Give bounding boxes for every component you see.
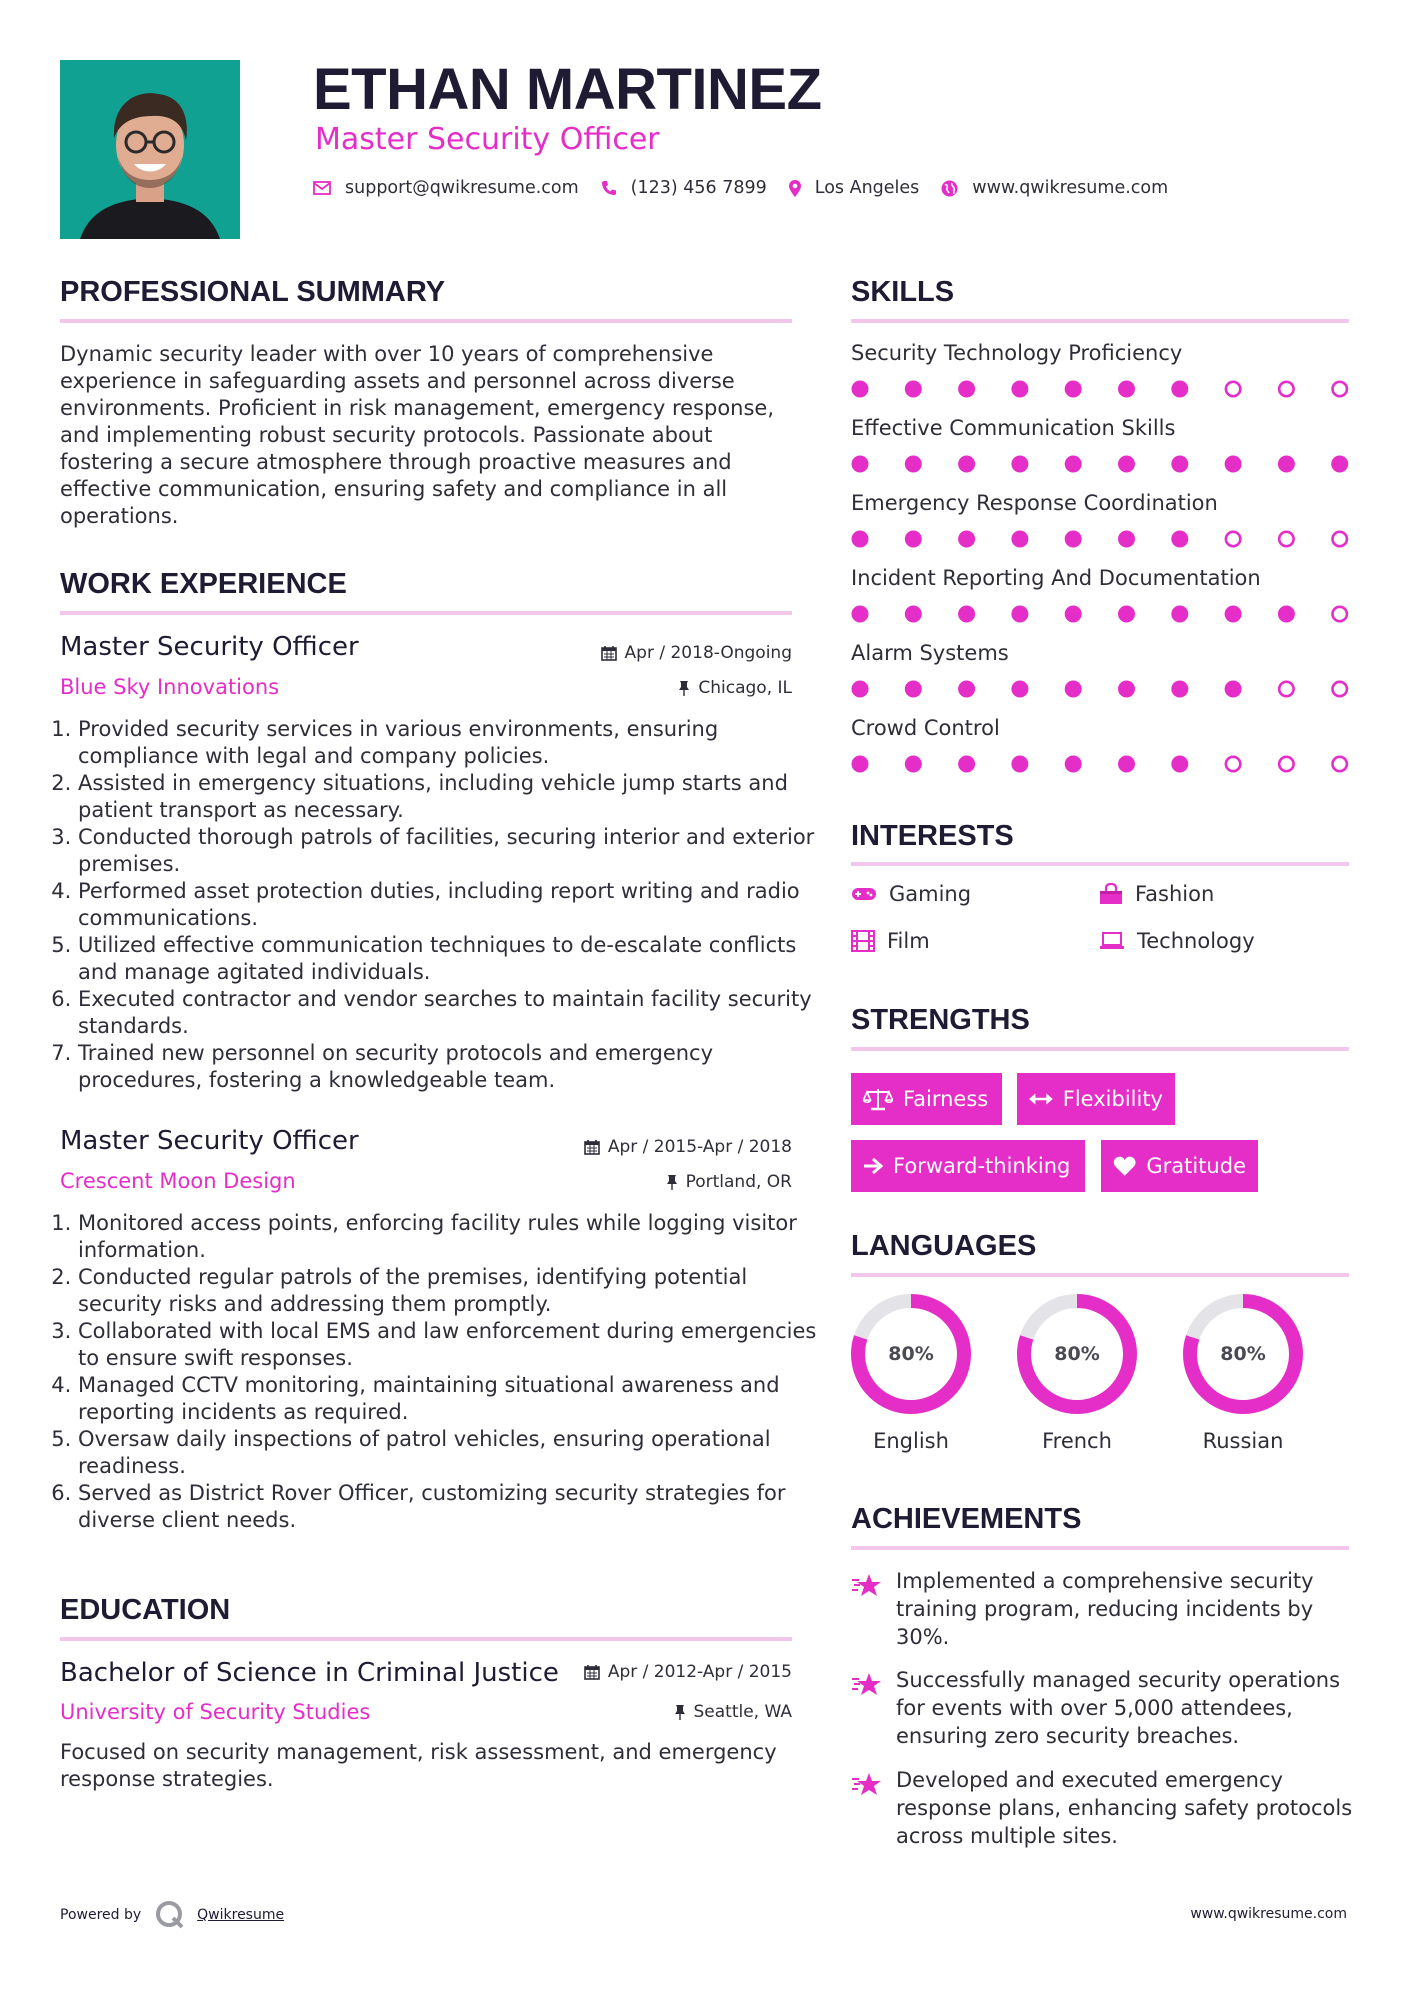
- rating-dot-filled: [1171, 381, 1188, 398]
- job-location-text: Portland, OR: [685, 1172, 792, 1192]
- candidate-name: ETHAN MARTINEZ: [313, 57, 822, 122]
- shopping-bag-icon: [1099, 883, 1123, 905]
- rating-dot-empty: [1279, 532, 1293, 546]
- education-description: Focused on security management, risk assessment, and emergency response strategies.: [60, 1740, 777, 1791]
- calendar-icon: [584, 1139, 600, 1155]
- skill-rating: [848, 602, 1368, 626]
- pin-icon: [678, 680, 690, 696]
- job-location: [540, 1172, 792, 1192]
- job-location: [540, 678, 792, 698]
- profile-photo: [60, 60, 240, 239]
- contact-bar: [313, 178, 1190, 198]
- arrows-horizontal-icon: [1029, 1092, 1053, 1106]
- powered-by-text: Powered by: [60, 1907, 142, 1923]
- education-dates: [520, 1662, 792, 1682]
- language-name: Russian: [1202, 1429, 1284, 1453]
- job-title: Master Security Officer: [60, 1126, 359, 1156]
- degree-title: Bachelor of Science in Criminal Justice: [60, 1658, 559, 1688]
- rating-dot-filled: [958, 681, 975, 698]
- laptop-icon: [1099, 931, 1125, 951]
- list-item: 5. Utilized effective communication techniques to de-escalate conflicts and manage agitated individuals.: [78, 932, 818, 986]
- skill-rating: [848, 527, 1368, 551]
- rating-dot-filled: [1118, 531, 1135, 548]
- rating-dot-empty: [1333, 382, 1347, 396]
- star-award-icon: [851, 1572, 883, 1600]
- rating-dot-filled: [1065, 606, 1082, 623]
- rating-dot-filled: [1011, 756, 1028, 773]
- achievements-heading: ACHIEVEMENTS: [851, 1503, 1082, 1535]
- rating-dot-empty: [1279, 682, 1293, 696]
- contact-email[interactable]: [313, 178, 579, 198]
- language-percent: 80%: [1054, 1343, 1100, 1365]
- film-icon: [851, 930, 875, 952]
- heart-icon: [1113, 1155, 1136, 1177]
- rating-dot-filled: [958, 456, 975, 473]
- list-item: 1. Provided security services in various environments, ensuring compliance with legal and company policies.: [78, 716, 818, 770]
- list-item: 4. Performed asset protection duties, including report writing and radio communications.: [78, 878, 818, 932]
- rating-dot-filled: [905, 381, 922, 398]
- list-item: 2. Assisted in emergency situations, including vehicle jump starts and patient transport as necessary.: [78, 770, 818, 824]
- rating-dot-filled: [905, 531, 922, 548]
- list-item: 5. Oversaw daily inspections of patrol vehicles, ensuring operational readiness.: [78, 1426, 818, 1480]
- skill-label: Effective Communication Skills: [851, 416, 1176, 440]
- qwikresume-link[interactable]: Qwikresume: [197, 1907, 285, 1923]
- languages-heading: LANGUAGES: [851, 1230, 1037, 1262]
- list-item: 1. Monitored access points, enforcing facility rules while logging visitor information.: [78, 1210, 818, 1264]
- rating-dot-filled: [1011, 381, 1028, 398]
- rating-dot-empty: [1333, 757, 1347, 771]
- contact-website[interactable]: [941, 178, 1168, 198]
- education-divider: [60, 1637, 792, 1641]
- skill-label: Security Technology Proficiency: [851, 341, 1183, 365]
- education-location-text: Seattle, WA: [693, 1702, 792, 1722]
- globe-icon: [941, 180, 958, 197]
- list-item: 6. Executed contractor and vendor searches to maintain facility security standards.: [78, 986, 818, 1040]
- education-dates-text: Apr / 2012-Apr / 2015: [607, 1662, 792, 1682]
- rating-dot-filled: [1118, 381, 1135, 398]
- list-item: 7. Trained new personnel on security protocols and emergency procedures, fostering a knowledgeable team.: [78, 1040, 818, 1094]
- achievement-item: Successfully managed security operations for events with over 5,000 attendees, ensuring zero security breaches.: [896, 1668, 1341, 1748]
- rating-dot-filled: [958, 381, 975, 398]
- rating-dot-filled: [1118, 456, 1135, 473]
- envelope-icon: [313, 181, 331, 195]
- gamepad-icon: [851, 886, 877, 902]
- email-text: support@qwikresume.com: [345, 178, 579, 198]
- education-location: [540, 1702, 792, 1722]
- rating-dot-filled: [958, 531, 975, 548]
- phone-text: (123) 456 7899: [630, 178, 767, 198]
- rating-dot-empty: [1226, 757, 1240, 771]
- calendar-icon: [601, 645, 617, 661]
- rating-dot-filled: [905, 606, 922, 623]
- interest-item-fashion: [1099, 882, 1214, 906]
- job-location-text: Chicago, IL: [698, 678, 792, 698]
- interest-label: Technology: [1137, 929, 1255, 953]
- rating-dot-filled: [1225, 681, 1242, 698]
- rating-dot-filled: [852, 531, 869, 548]
- experience-divider: [60, 611, 792, 615]
- star-award-icon: [851, 1771, 883, 1799]
- list-item: 6. Served as District Rover Officer, customizing security strategies for diverse client needs.: [78, 1480, 818, 1534]
- language-name: English: [873, 1429, 949, 1453]
- rating-dot-filled: [1118, 606, 1135, 623]
- strengths-divider: [851, 1047, 1349, 1051]
- rating-dot-filled: [1118, 756, 1135, 773]
- website-text: www.qwikresume.com: [972, 178, 1169, 198]
- rating-dot-filled: [852, 381, 869, 398]
- rating-dot-filled: [1171, 531, 1188, 548]
- rating-dot-filled: [958, 756, 975, 773]
- rating-dot-empty: [1226, 382, 1240, 396]
- summary-divider: [60, 319, 792, 323]
- footer-website[interactable]: www.qwikresume.com: [1190, 1906, 1347, 1922]
- rating-dot-filled: [1065, 531, 1082, 548]
- rating-dot-filled: [1011, 456, 1028, 473]
- rating-dot-filled: [1011, 606, 1028, 623]
- skill-label: Alarm Systems: [851, 641, 1009, 665]
- location-text: Los Angeles: [814, 178, 920, 198]
- candidate-role: Master Security Officer: [315, 122, 660, 157]
- skill-rating: [848, 677, 1368, 701]
- interest-item-technology: [1099, 929, 1255, 953]
- rating-dot-filled: [852, 606, 869, 623]
- strength-label: Forward-thinking: [893, 1154, 1071, 1178]
- summary-text: Dynamic security leader with over 10 years of comprehensive experience in safeguarding assets and personnel across diverse environments. Proficient in risk management, emergency response, and implementing robust security protocols. Passionate about fostering a secure atmosphere through proactive measures and effective communication, ensuring safety and compliance in all operations.: [60, 342, 775, 528]
- rating-dot-filled: [852, 456, 869, 473]
- language-percent: 80%: [888, 1343, 934, 1365]
- rating-dot-empty: [1279, 757, 1293, 771]
- language-percent: 80%: [1220, 1343, 1266, 1365]
- rating-dot-filled: [1171, 681, 1188, 698]
- calendar-icon: [584, 1664, 600, 1680]
- skills-heading: SKILLS: [851, 276, 955, 308]
- achievement-item: Developed and executed emergency response plans, enhancing safety protocols across multiple sites.: [896, 1768, 1353, 1848]
- pin-icon: [666, 1174, 678, 1190]
- achievements-divider: [851, 1546, 1349, 1550]
- rating-dot-filled: [1278, 456, 1295, 473]
- job-title: Master Security Officer: [60, 632, 359, 662]
- rating-dot-filled: [1011, 531, 1028, 548]
- job-bullets: [60, 1210, 818, 1534]
- skill-rating: [848, 452, 1368, 476]
- contact-phone[interactable]: [601, 178, 767, 198]
- strength-tag-flexibility: [1017, 1073, 1175, 1125]
- language-name: French: [1042, 1429, 1112, 1453]
- strength-label: Gratitude: [1146, 1154, 1246, 1178]
- rating-dot-empty: [1333, 607, 1347, 621]
- job-dates-text: Apr / 2018-Ongoing: [624, 643, 792, 663]
- pin-icon: [674, 1704, 686, 1720]
- rating-dot-filled: [905, 681, 922, 698]
- rating-dot-filled: [852, 756, 869, 773]
- qwikresume-logo-icon: [155, 1900, 185, 1930]
- skill-rating: [848, 377, 1368, 401]
- interest-label: Film: [887, 929, 930, 953]
- footer-branding: [60, 1900, 284, 1930]
- skill-rating: [848, 752, 1368, 776]
- skills-divider: [851, 319, 1349, 323]
- interest-label: Fashion: [1135, 882, 1215, 906]
- rating-dot-filled: [1011, 681, 1028, 698]
- strength-label: Fairness: [903, 1087, 989, 1111]
- rating-dot-filled: [1065, 456, 1082, 473]
- languages-divider: [851, 1273, 1349, 1277]
- interest-item-gaming: [851, 882, 971, 906]
- rating-dot-filled: [1278, 606, 1295, 623]
- job-dates: [540, 643, 792, 663]
- skill-label: Incident Reporting And Documentation: [851, 566, 1261, 590]
- rating-dot-filled: [1225, 456, 1242, 473]
- list-item: 4. Managed CCTV monitoring, maintaining situational awareness and reporting incidents as required.: [78, 1372, 818, 1426]
- rating-dot-filled: [1118, 681, 1135, 698]
- experience-heading: WORK EXPERIENCE: [60, 568, 347, 600]
- rating-dot-filled: [958, 606, 975, 623]
- phone-icon: [601, 180, 617, 196]
- arrow-right-icon: [863, 1157, 883, 1175]
- rating-dot-filled: [1171, 456, 1188, 473]
- job-bullets: [60, 716, 818, 1094]
- interest-label: Gaming: [889, 882, 972, 906]
- rating-dot-filled: [1225, 606, 1242, 623]
- strength-label: Flexibility: [1062, 1087, 1163, 1111]
- rating-dot-filled: [852, 681, 869, 698]
- rating-dot-filled: [1065, 756, 1082, 773]
- list-item: 3. Conducted thorough patrols of facilities, securing interior and exterior premises.: [78, 824, 818, 878]
- rating-dot-filled: [1065, 381, 1082, 398]
- list-item: 2. Conducted regular patrols of the premises, identifying potential security risks and addressing them promptly.: [78, 1264, 818, 1318]
- skill-label: Crowd Control: [851, 716, 1000, 740]
- rating-dot-empty: [1333, 532, 1347, 546]
- job-dates: [520, 1137, 792, 1157]
- rating-dot-filled: [905, 756, 922, 773]
- skill-label: Emergency Response Coordination: [851, 491, 1218, 515]
- interest-item-film: [851, 929, 930, 953]
- rating-dot-empty: [1333, 682, 1347, 696]
- rating-dot-filled: [1065, 681, 1082, 698]
- rating-dot-empty: [1226, 532, 1240, 546]
- rating-dot-filled: [1171, 756, 1188, 773]
- rating-dot-filled: [1171, 606, 1188, 623]
- job-dates-text: Apr / 2015-Apr / 2018: [607, 1137, 792, 1157]
- summary-heading: PROFESSIONAL SUMMARY: [60, 276, 446, 308]
- star-award-icon: [851, 1671, 883, 1699]
- strength-tag-fairness: [851, 1073, 1002, 1125]
- rating-dot-filled: [905, 456, 922, 473]
- job-company: Blue Sky Innovations: [60, 675, 280, 699]
- strength-tag-forward-thinking: [851, 1140, 1085, 1192]
- achievement-item: Implemented a comprehensive security training program, reducing incidents by 30%.: [896, 1569, 1314, 1649]
- interests-divider: [851, 862, 1349, 866]
- school-name: University of Security Studies: [60, 1700, 371, 1724]
- map-pin-icon: [789, 180, 801, 197]
- contact-location: [789, 178, 920, 198]
- interests-heading: INTERESTS: [851, 820, 1014, 852]
- strengths-heading: STRENGTHS: [851, 1004, 1030, 1036]
- balance-scale-icon: [863, 1087, 893, 1111]
- list-item: 3. Collaborated with local EMS and law enforcement during emergencies to ensure swift responses.: [78, 1318, 818, 1372]
- rating-dot-empty: [1279, 382, 1293, 396]
- rating-dot-filled: [1331, 456, 1348, 473]
- job-company: Crescent Moon Design: [60, 1169, 296, 1193]
- strength-tag-gratitude: [1101, 1140, 1258, 1192]
- education-heading: EDUCATION: [60, 1594, 231, 1626]
